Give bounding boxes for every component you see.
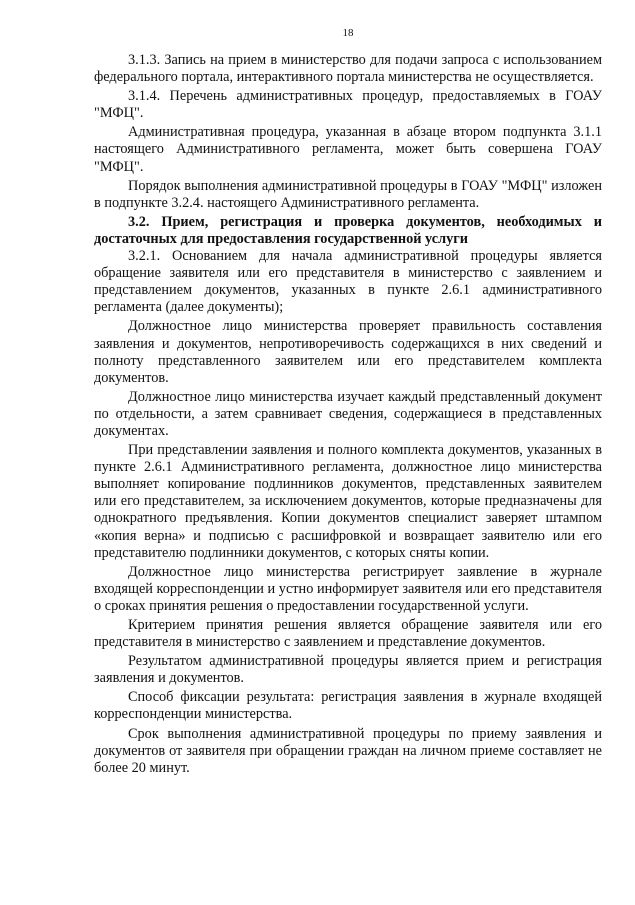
document-page [94,0,602,905]
paragraph-term: Срок выполнения административной процедуры по приему заявления и документов от заявителя при обращении граждан на личном приеме составляет не более 20 минут. [94,725,602,776]
paragraph-official-studies: Должностное лицо министерства изучает каждый представленный документ по отдельности, а затем сравнивает сведения, содержащиеся в представленных документах. [94,388,602,439]
paragraph-3-1-3: 3.1.3. Запись на прием в министерство для подачи запроса с использованием федерального портала, интерактивного портала министерства не осуществляется. [94,52,602,86]
paragraph-3-2-1: 3.2.1. Основанием для начала административной процедуры является обращение заявителя или его представителя в министерство с заявлением и представлением документов, указанных в пункте 2.6.1 административного регламента (далее документы); [94,248,602,316]
paragraph-3-1-4: 3.1.4. Перечень административных процедур, предоставляемых в ГОАУ "МФЦ". [94,88,602,122]
page-number: 18 [342,27,354,39]
document-body [94,52,602,777]
paragraph-fixation: Способ фиксации результата: регистрация заявления в журнале входящей корреспонденции министерства. [94,689,602,723]
paragraph-copies: При представлении заявления и полного комплекта документов, указанных в пункте 2.6.1 Административного регламента, должностное лицо министерства выполняет копирование подлинников документов, представленных заявителем или его представителем, за исключением документов, которые предназначены для однократного предъявления. Копии документов специалист заверяет штампом «копия верна» и подписью с расшифровкой и возвращает заявителю или его представителю подлинники документов, с которых сняты копии. [94,442,602,561]
paragraph-criterion: Критерием принятия решения является обращение заявителя или его представителя в министерство с заявлением и представление документов. [94,617,602,651]
paragraph-registration: Должностное лицо министерства регистрирует заявление в журнале входящей корреспонденции и устно информирует заявителя или его представителя о сроках принятия решения о предоставлении государственной услуги. [94,563,602,614]
paragraph-procedure-order: Порядок выполнения административной процедуры в ГОАУ "МФЦ" изложен в подпункте 3.2.4. настоящего Административного регламента. [94,177,602,211]
paragraph-official-checks: Должностное лицо министерства проверяет правильность составления заявления и документов, непротиворечивость содержащихся в них сведений и полноту представленного заявителем или его представителем комплекта документов. [94,318,602,386]
paragraph-admin-procedure: Административная процедура, указанная в абзаце втором подпункта 3.1.1 настоящего Административного регламента, может быть совершена ГОАУ "МФЦ". [94,124,602,175]
section-heading-3-2: 3.2. Прием, регистрация и проверка документов, необходимых и достаточных для предоставления государственной услуги [94,213,602,247]
paragraph-result: Результатом административной процедуры является прием и регистрация заявления и документов. [94,653,602,687]
